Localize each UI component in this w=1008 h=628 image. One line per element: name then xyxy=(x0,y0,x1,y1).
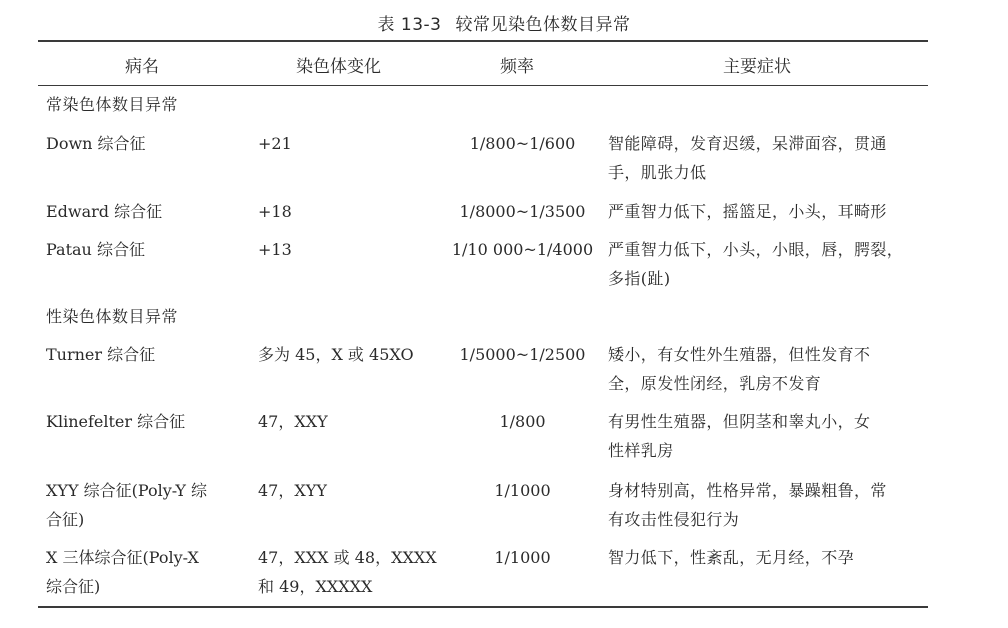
table-caption xyxy=(0,10,1008,35)
table-header-rule xyxy=(38,85,928,86)
header-frequency: 频率 xyxy=(500,57,534,77)
row-name: Turner 综合征 xyxy=(46,345,156,364)
row-frequency: 1/800 xyxy=(499,412,546,431)
row-name: Klinefelter 综合征 xyxy=(46,412,186,431)
row-frequency: 1/800~1/600 xyxy=(469,134,576,153)
header-chromosome-change: 染色体变化 xyxy=(296,57,381,77)
row-frequency: 1/10 000~1/4000 xyxy=(451,240,594,259)
row-chromosome-change: 多为 45，X 或 45XO xyxy=(258,345,414,364)
row-name: Down 综合征 xyxy=(46,134,146,153)
section-title-autosomal: 常染色体数目异常 xyxy=(46,95,179,114)
row-chromosome-change: +18 xyxy=(258,202,292,221)
row-symptoms: 严重智力低下，小头，小眼，唇，腭裂， 多指(趾) xyxy=(608,240,904,288)
row-symptoms: 有男性生殖器，但阴茎和睾丸小，女 性样乳房 xyxy=(608,412,871,460)
table-top-rule xyxy=(38,40,928,42)
row-frequency: 1/1000 xyxy=(494,481,551,500)
row-chromosome-change: 47，XYY xyxy=(258,481,327,500)
table-number: 表 13-3 xyxy=(377,15,442,35)
row-chromosome-change: +13 xyxy=(258,240,292,259)
row-name: Edward 综合征 xyxy=(46,202,163,221)
row-chromosome-change: +21 xyxy=(258,134,292,153)
row-name: Patau 综合征 xyxy=(46,240,145,259)
row-symptoms: 严重智力低下，摇篮足，小头，耳畸形 xyxy=(608,202,887,221)
row-frequency: 1/8000~1/3500 xyxy=(459,202,586,221)
section-title-sex-chromosome: 性染色体数目异常 xyxy=(46,307,179,326)
header-main-symptoms: 主要症状 xyxy=(723,57,791,77)
row-symptoms: 智力低下，性紊乱，无月经，不孕 xyxy=(608,548,855,567)
row-chromosome-change: 47，XXY xyxy=(258,412,328,431)
row-frequency: 1/5000~1/2500 xyxy=(459,345,586,364)
table-title: 较常见染色体数目异常 xyxy=(455,15,631,35)
row-name: XYY 综合征(Poly-Y 综 合征) xyxy=(46,481,208,529)
table-bottom-rule xyxy=(38,606,928,608)
row-name: X 三体综合征(Poly-X 综合征) xyxy=(46,548,199,596)
row-frequency: 1/1000 xyxy=(494,548,551,567)
row-chromosome-change: 47，XXX 或 48，XXXX 和 49，XXXXX xyxy=(258,548,437,596)
row-symptoms: 智能障碍，发育迟缓，呆滞面容，贯通 手，肌张力低 xyxy=(608,134,887,182)
row-symptoms: 身材特别高，性格异常，暴躁粗鲁，常 有攻击性侵犯行为 xyxy=(608,481,887,529)
row-symptoms: 矮小，有女性外生殖器，但性发育不 全，原发性闭经，乳房不发育 xyxy=(608,345,871,393)
header-disease-name: 病名 xyxy=(125,57,159,77)
